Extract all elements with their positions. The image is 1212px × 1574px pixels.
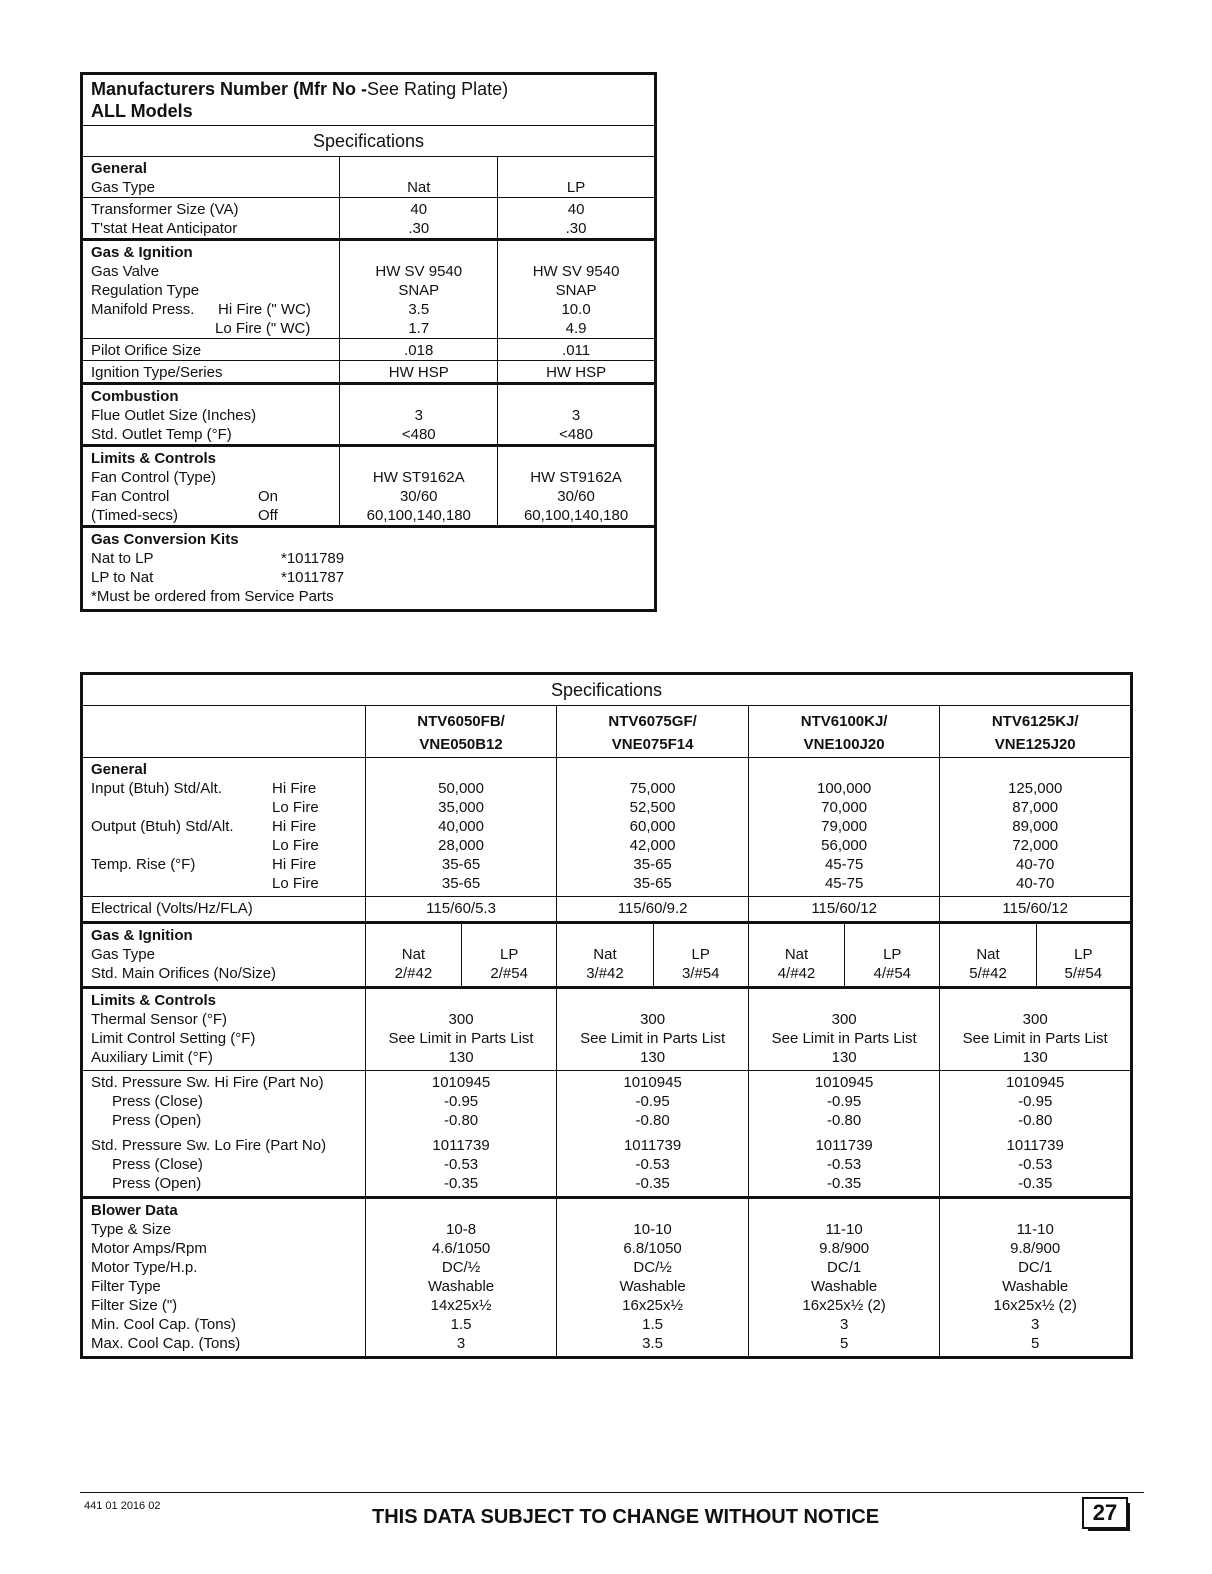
document-number: 441 01 2016 02: [84, 1500, 161, 1512]
title-line2: ALL Models: [91, 101, 193, 121]
general-cell: [557, 758, 749, 897]
row-label: Ignition Type/Series: [91, 364, 223, 381]
cell: DC/1: [827, 1259, 862, 1276]
row-sublabel: Hi Fire (" WC): [218, 301, 311, 318]
row-sublabel: Hi Fire: [272, 818, 317, 835]
cell: 130: [1022, 1049, 1048, 1066]
cell: 4/#42: [777, 965, 816, 982]
cell: 16x25x½ (2): [993, 1297, 1077, 1314]
row-label: Manifold Press.: [91, 301, 195, 318]
cell: See Limit in Parts List: [962, 1030, 1108, 1047]
cell: -0.95: [635, 1093, 670, 1110]
cell: .011: [562, 342, 591, 359]
cell: 40-70: [1016, 856, 1055, 873]
cell: 75,000: [629, 780, 676, 797]
cell: <480: [401, 426, 436, 443]
row-label: Filter Size ("): [91, 1297, 178, 1314]
cell: SNAP: [555, 282, 597, 299]
cell: -0.80: [443, 1112, 479, 1129]
cell: 42,000: [629, 837, 676, 854]
cell: 45-75: [824, 875, 864, 892]
pressure-cell: [365, 1071, 557, 1198]
section-heading: Limits & Controls: [91, 992, 217, 1009]
cell: 72,000: [1012, 837, 1059, 854]
cell: 40-70: [1016, 875, 1055, 892]
cell: 130: [831, 1049, 857, 1066]
section-heading: Blower Data: [91, 1202, 178, 1219]
cell: 16x25x½ (2): [802, 1297, 886, 1314]
row-label: Gas Valve: [91, 263, 160, 280]
row-label: Auxiliary Limit (°F): [91, 1049, 213, 1066]
cell: 3/#54: [681, 965, 720, 982]
cell: .30: [408, 220, 430, 237]
row-label: Temp. Rise (°F): [91, 856, 196, 873]
cell: 35-65: [441, 875, 481, 892]
row-label: Fan Control: [91, 488, 170, 505]
limits-cell: [940, 988, 1132, 1071]
row-sublabel: Lo Fire: [272, 875, 319, 892]
cell: HW SV 9540: [375, 263, 463, 280]
cell: 300: [1022, 1011, 1048, 1028]
cell: -0.80: [635, 1112, 670, 1129]
cell: 40: [410, 201, 428, 218]
cell: 125,000: [1008, 780, 1063, 797]
general-specifications-table: [80, 72, 657, 612]
cell: 11-10: [825, 1221, 863, 1238]
model-specifications-table: [80, 672, 1133, 1359]
kit-part-number: *1011789: [281, 550, 345, 567]
cell: VNE050B12: [419, 736, 503, 753]
row-label: Motor Type/H.p.: [91, 1259, 198, 1276]
cell: 3.5: [642, 1335, 664, 1352]
cell: LP: [566, 179, 586, 196]
row-label: Min. Cool Cap. (Tons): [91, 1316, 237, 1333]
row-sublabel: Hi Fire: [272, 780, 317, 797]
general-cell: [365, 758, 557, 897]
cell: HW ST9162A: [372, 469, 465, 486]
row-sublabel: Press (Open): [112, 1112, 202, 1129]
cell: 1011739: [623, 1137, 682, 1154]
cell: 100,000: [817, 780, 872, 797]
cell: See Limit in Parts List: [771, 1030, 917, 1047]
cell: .30: [565, 220, 587, 237]
cell: 5/#42: [969, 965, 1007, 982]
cell: 3: [1031, 1316, 1040, 1333]
row-sublabel: On: [258, 488, 279, 505]
cell: 60,000: [629, 818, 676, 835]
cell: 300: [448, 1011, 474, 1028]
cell: 16x25x½: [622, 1297, 684, 1314]
cell: VNE125J20: [994, 736, 1076, 753]
cell: 3: [456, 1335, 466, 1352]
row-label: Motor Amps/Rpm: [91, 1240, 207, 1257]
cell: Nat: [401, 946, 426, 963]
cell: Nat: [593, 946, 617, 963]
cell: <480: [559, 426, 593, 443]
row-sublabel: Press (Close): [112, 1156, 203, 1173]
section-heading: Gas & Ignition: [91, 244, 193, 261]
cell: -0.53: [635, 1156, 670, 1173]
cell: NTV6050FB/: [417, 713, 505, 730]
section-heading: Gas & Ignition: [91, 927, 193, 944]
cell: DC/½: [633, 1259, 672, 1276]
cell: See Limit in Parts List: [580, 1030, 726, 1047]
row-label: LP to Nat: [91, 569, 154, 586]
cell: 40: [567, 201, 585, 218]
cell: LP: [691, 946, 710, 963]
blower-cell: [748, 1198, 940, 1358]
row-label: Pilot Orifice Size: [91, 342, 202, 359]
cell: .018: [404, 342, 434, 359]
cell: 2/#42: [394, 965, 433, 982]
cell: -0.35: [827, 1175, 862, 1192]
cell: 9.8/900: [819, 1240, 870, 1257]
cell: NTV6100KJ/: [800, 713, 888, 730]
cell: LP: [883, 946, 902, 963]
row-label: T'stat Heat Anticipator: [91, 220, 238, 237]
cell: 4.9: [565, 320, 587, 337]
cell: 3/#42: [586, 965, 624, 982]
cell: 1010945: [623, 1074, 682, 1091]
cell: DC/1: [1018, 1259, 1053, 1276]
cell: LP: [500, 946, 519, 963]
cell: 1.5: [642, 1316, 664, 1333]
row-sublabel: Hi Fire: [272, 856, 317, 873]
cell: VNE075F14: [611, 736, 694, 753]
cell: 89,000: [1012, 818, 1059, 835]
cell: -0.53: [827, 1156, 862, 1173]
cell: 60,100,140,180: [523, 507, 629, 524]
cell: 35-65: [441, 856, 481, 873]
section-heading: General: [91, 160, 147, 177]
cell: 3: [839, 1316, 849, 1333]
cell: NTV6125KJ/: [991, 713, 1079, 730]
cell: 5: [1031, 1335, 1040, 1352]
row-label: Std. Pressure Sw. Lo Fire (Part No): [91, 1137, 327, 1154]
cell: Washable: [427, 1278, 495, 1295]
cell: -0.95: [827, 1093, 862, 1110]
section-heading: Limits & Controls: [91, 450, 217, 467]
cell: -0.35: [443, 1175, 479, 1192]
cell: See Limit in Parts List: [388, 1030, 534, 1047]
cell: 130: [448, 1049, 474, 1066]
kit-part-number: *1011787: [281, 569, 345, 586]
cell: -0.35: [1018, 1175, 1053, 1192]
cell: 79,000: [821, 818, 868, 835]
cell: 35-65: [633, 875, 672, 892]
blower-cell: [557, 1198, 749, 1358]
model-header: [365, 706, 557, 758]
cell: 56,000: [821, 837, 868, 854]
blower-cell: [365, 1198, 557, 1358]
cell: Nat: [784, 946, 809, 963]
cell: 50,000: [438, 780, 484, 797]
cell: 3.5: [408, 301, 430, 318]
cell: 35,000: [438, 799, 484, 816]
general-cell: [748, 758, 940, 897]
cell: Nat: [407, 179, 431, 196]
row-label: Thermal Sensor (°F): [91, 1011, 228, 1028]
row-label: Fan Control (Type): [91, 469, 217, 486]
cell: 1010945: [814, 1074, 874, 1091]
row-sublabel: Lo Fire: [272, 799, 319, 816]
cell: 14x25x½: [430, 1297, 492, 1314]
cell: HW HSP: [546, 364, 607, 381]
cell: LP: [1074, 946, 1093, 963]
cell: -0.95: [1018, 1093, 1053, 1110]
pressure-cell: [940, 1071, 1132, 1198]
row-label: Flue Outlet Size (Inches): [91, 407, 257, 424]
change-notice: THIS DATA SUBJECT TO CHANGE WITHOUT NOTICE: [372, 1506, 880, 1528]
blower-cell: [940, 1198, 1132, 1358]
cell: HW ST9162A: [530, 469, 622, 486]
cell: -0.35: [635, 1175, 670, 1192]
cell: -0.80: [827, 1112, 862, 1129]
row-label: Output (Btuh) Std/Alt.: [91, 818, 234, 835]
cell: 1010945: [1005, 1074, 1065, 1091]
cell: 10.0: [561, 301, 591, 318]
row-sublabel: Press (Open): [112, 1175, 202, 1192]
cell: HW SV 9540: [532, 263, 620, 280]
cell: 30/60: [399, 488, 438, 505]
cell: 300: [640, 1011, 666, 1028]
specifications-heading: Specifications: [82, 674, 1132, 706]
row-label: Gas Type: [91, 946, 155, 963]
cell: 1010945: [431, 1074, 491, 1091]
page-number: 27: [1082, 1497, 1128, 1529]
cell: 45-75: [824, 856, 864, 873]
pressure-cell: [557, 1071, 749, 1198]
cell: 10-10: [633, 1221, 672, 1238]
cell: 115/60/12: [1002, 900, 1068, 917]
row-label: Transformer Size (VA): [91, 201, 239, 218]
table1-title: [82, 74, 656, 126]
row-sublabel: Press (Close): [112, 1093, 203, 1110]
cell: 5/#54: [1064, 965, 1103, 982]
cell: Washable: [811, 1278, 878, 1295]
cell: 4/#54: [873, 965, 912, 982]
row-label: Gas Type: [91, 179, 155, 196]
cell: 115/60/12: [811, 900, 877, 917]
row-sublabel: Lo Fire (" WC): [215, 320, 311, 337]
row-label: Regulation Type: [91, 282, 200, 299]
row-label: Filter Type: [91, 1278, 161, 1295]
row-label: (Timed-secs): [91, 507, 178, 524]
row-label: Input (Btuh) Std/Alt.: [91, 780, 222, 797]
cell: 30/60: [557, 488, 595, 505]
cell: 6.8/1050: [623, 1240, 682, 1257]
cell: HW HSP: [388, 364, 449, 381]
title-bold: Manufacturers Number (Mfr No -: [91, 79, 368, 99]
row-label: Std. Outlet Temp (°F): [91, 426, 232, 443]
cell: 1011739: [432, 1137, 490, 1154]
row-label: Max. Cool Cap. (Tons): [91, 1335, 241, 1352]
cell: 4.6/1050: [431, 1240, 491, 1257]
model-header: [748, 706, 940, 758]
row-sublabel: Off: [258, 507, 278, 524]
row-label: Limit Control Setting (°F): [91, 1030, 256, 1047]
cell: 28,000: [438, 837, 484, 854]
cell: 87,000: [1012, 799, 1059, 816]
cell: 11-10: [1016, 1221, 1054, 1238]
cell: 35-65: [633, 856, 672, 873]
kit-note: *Must be ordered from Service Parts: [91, 588, 334, 605]
cell: 5: [839, 1335, 849, 1352]
cell: 1.7: [408, 320, 430, 337]
cell: SNAP: [398, 282, 440, 299]
cell: -0.80: [1018, 1112, 1053, 1129]
model-header: [557, 706, 749, 758]
section-heading: Combustion: [91, 388, 179, 405]
limits-cell: [365, 988, 557, 1071]
cell: 3: [571, 407, 581, 424]
cell: 40,000: [438, 818, 484, 835]
section-heading: General: [91, 761, 147, 778]
cell: Washable: [619, 1278, 686, 1295]
row-label: Electrical (Volts/Hz/FLA): [91, 900, 253, 917]
pressure-cell: [748, 1071, 940, 1198]
row-sublabel: Lo Fire: [272, 837, 319, 854]
cell: 60,100,140,180: [366, 507, 471, 524]
cell: 3: [414, 407, 423, 424]
cell: -0.53: [443, 1156, 479, 1173]
cell: 9.8/900: [1010, 1240, 1061, 1257]
cell: 130: [640, 1049, 666, 1066]
title-rest: See Rating Plate): [367, 79, 509, 99]
limits-cell: [748, 988, 940, 1071]
cell: 1.5: [450, 1316, 472, 1333]
cell: Nat: [976, 946, 1000, 963]
cell: 1011739: [815, 1137, 873, 1154]
model-header: [940, 706, 1132, 758]
row-label: Type & Size: [91, 1221, 172, 1238]
specifications-heading: Specifications: [82, 126, 656, 157]
row-label: Std. Main Orifices (No/Size): [91, 965, 277, 982]
cell: Washable: [1002, 1278, 1069, 1295]
limits-cell: [557, 988, 749, 1071]
cell: 70,000: [821, 799, 868, 816]
row-label: Std. Pressure Sw. Hi Fire (Part No): [91, 1074, 324, 1091]
general-cell: [940, 758, 1132, 897]
cell: -0.95: [443, 1093, 479, 1110]
cell: VNE100J20: [803, 736, 885, 753]
cell: 10-8: [446, 1221, 477, 1238]
section-heading: Gas Conversion Kits: [91, 531, 239, 548]
cell: 1011739: [1006, 1137, 1064, 1154]
cell: 52,500: [629, 799, 676, 816]
cell: NTV6075GF/: [608, 713, 697, 730]
cell: DC/½: [441, 1259, 481, 1276]
cell: 2/#54: [490, 965, 528, 982]
footer-rule: [80, 1492, 1144, 1493]
row-label: Nat to LP: [91, 550, 154, 567]
cell: 300: [831, 1011, 857, 1028]
cell: -0.53: [1018, 1156, 1053, 1173]
cell: 115/60/9.2: [617, 900, 688, 917]
cell: 115/60/5.3: [426, 900, 496, 917]
